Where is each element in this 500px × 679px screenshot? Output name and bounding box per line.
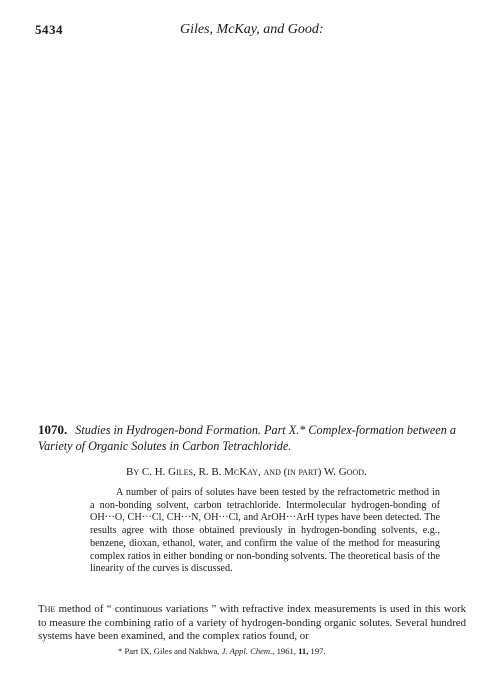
running-head: Giles, McKay, and Good: bbox=[180, 22, 324, 37]
body-paragraph bbox=[38, 603, 466, 644]
article-title: Studies in Hydrogen-bond Formation. Part X.* Complex-formation between a Variety of Organic Solutes in Carbon Tetrachloride. bbox=[38, 423, 456, 453]
footnote-prefix: Part IX, Giles and Nakhwa, bbox=[124, 646, 220, 656]
footnote-journal: J. Appl. Chem., bbox=[221, 646, 275, 656]
abstract-text: A number of pairs of solutes have been tested by the refractometric method in a non-bonding solvent, carbon tetrachloride. Intermolecular hydrogen-bonding of OH···O, CH···Cl, CH···N, OH···Cl, and ArOH···ArH types have been detected. The results agree with those obtained previously in hydrogen-bonding solvents, e.g., benzene, dioxan, ethanol, water, and confirm the value of the method for measuring complex ratios in either bonding or non-bonding solvents. The theoretical basis of the linearity of the curves is discussed. bbox=[90, 487, 440, 575]
footnote-year: 1961, bbox=[276, 646, 296, 656]
abstract bbox=[90, 487, 440, 576]
body-lead-word: The bbox=[38, 603, 56, 615]
article-heading bbox=[38, 422, 463, 454]
body-paragraph-text: method of “ continuous variations ” with refractive index measurements is used in this work to measure the combining ratio of a variety of hydrogen-bonding organic solutes. Several hundred systems have been examined, and the complex ratios found, or bbox=[38, 603, 466, 642]
page-number: 5434 bbox=[35, 22, 63, 37]
footnote-page: 197. bbox=[310, 646, 326, 656]
article-authors: By C. H. Giles, R. B. McKay, and (in part) W. Good. bbox=[126, 466, 367, 478]
body-text bbox=[38, 603, 466, 644]
footnote-marker: * bbox=[118, 646, 123, 656]
footnote bbox=[118, 646, 326, 656]
footnote-volume: 11, bbox=[298, 646, 309, 656]
article-number: 1070. bbox=[38, 422, 68, 437]
